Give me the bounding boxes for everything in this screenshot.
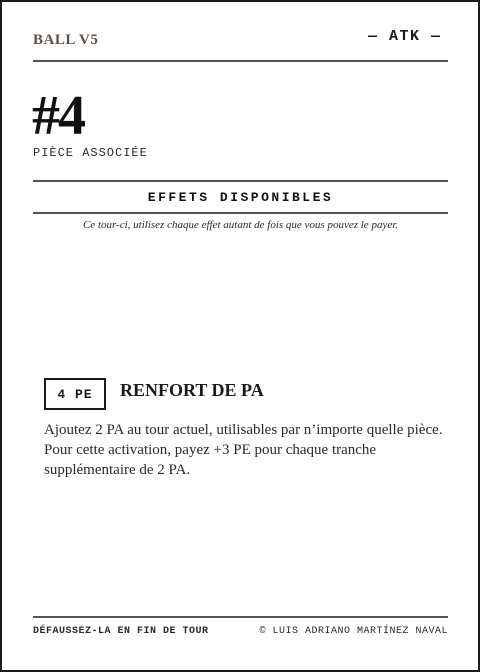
effects-title: EFFETS DISPONIBLES <box>147 189 334 205</box>
card-type-label: — ATK — <box>368 28 442 45</box>
footer-divider <box>33 616 448 618</box>
header-divider <box>33 60 448 62</box>
piece-label: PIÈCE ASSOCIÉE <box>33 146 148 160</box>
effects-subtitle: Ce tour-ci, utilisez chaque effet autant de fois que vous pouvez le payer. <box>82 219 399 231</box>
piece-number: #4 <box>32 85 84 147</box>
copyright-credit: © LUIS ADRIANO MARTÍNEZ NAVAL <box>259 626 448 637</box>
effect-description: Ajoutez 2 PA au tour actuel, utilisables par n’importe quelle pièce. Pour cette activation, payez +3 PE pour chaque tranche supplémentaire de 2 PA. <box>44 422 443 478</box>
set-code: BALL V5 <box>33 32 99 48</box>
discard-instruction: DÉFAUSSEZ-LA EN FIN DE TOUR <box>33 626 209 637</box>
effects-header <box>33 180 448 214</box>
effect-cost-badge: 4 PE <box>44 378 106 410</box>
effect-name: RENFORT DE PA <box>120 380 264 400</box>
